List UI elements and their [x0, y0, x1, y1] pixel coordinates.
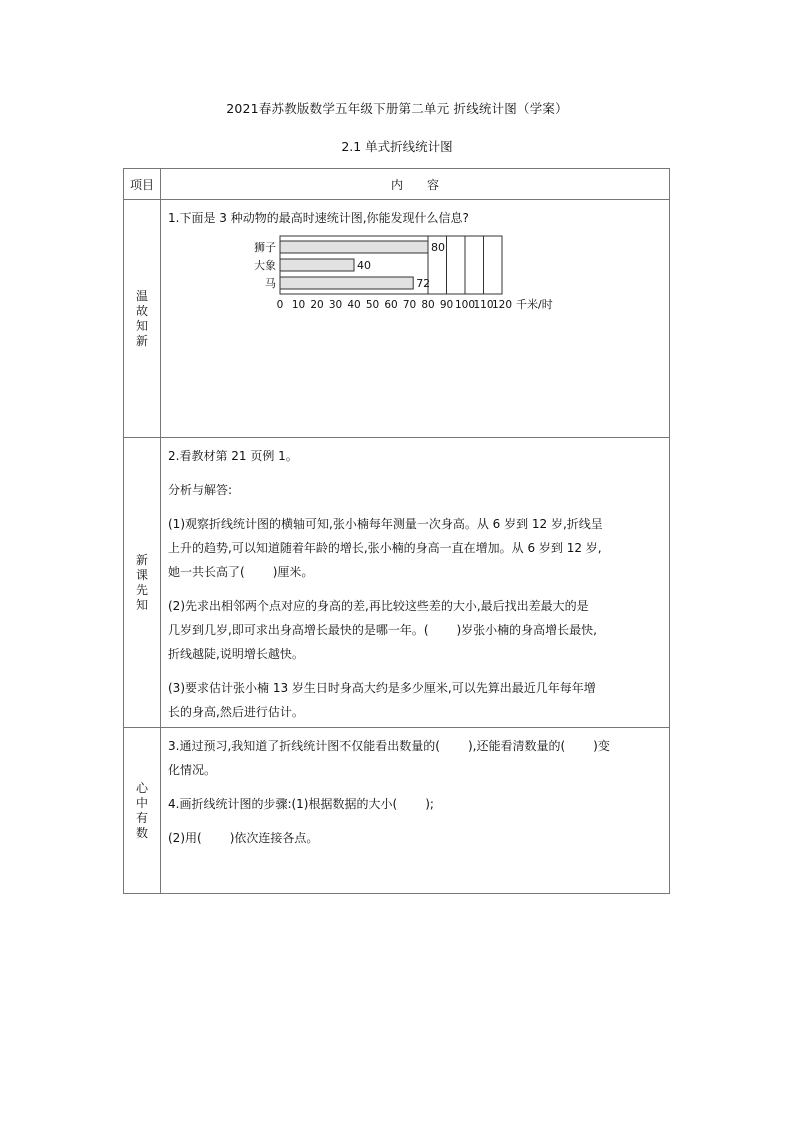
x-tick-label: 20	[310, 299, 324, 311]
x-tick-label: 120	[491, 299, 513, 311]
section-row-review	[124, 200, 670, 438]
bar-1	[280, 259, 354, 271]
x-tick-label: 70	[402, 299, 417, 311]
analysis-heading: 分析与解答:	[168, 483, 233, 497]
x-tick-label: 60	[384, 299, 398, 311]
worksheet-table	[123, 168, 670, 894]
question-1-text: 1.下面是 3 种动物的最高时速统计图,你能发现什么信息?	[168, 211, 469, 225]
x-tick-label: 110	[473, 299, 494, 311]
section-content-summary	[161, 728, 670, 894]
section-content-review	[161, 200, 670, 438]
x-tick-label: 10	[291, 299, 306, 311]
page-subtitle: 2.1 单式折线统计图	[341, 139, 453, 154]
question-3-text: 3.通过预习,我知道了折线统计图不仅能看出数量的( ),还能看清数量的( )变 化情况。	[168, 739, 610, 777]
section-label-review: 温故知新	[124, 200, 161, 438]
question-4-text: 4.画折线统计图的步骤:(1)根据数据的大小( );	[168, 797, 434, 811]
x-tick-label: 100	[454, 299, 476, 311]
category-label: 大象	[254, 259, 276, 272]
data-label: 72	[416, 277, 431, 290]
page-title: 2021春苏教版数学五年级下册第二单元 折线统计图（学案）	[226, 101, 568, 116]
data-label: 80	[431, 241, 445, 254]
analysis-paragraph-1: (1)观察折线统计图的横轴可知,张小楠每年测量一次身高。从 6 岁到 12 岁,折线呈 上升的趋势,可以知道随着年龄的增长,张小楠的身高一直在增加。从 6 岁到 12 岁, 她一共长高了( )厘米。	[168, 517, 603, 579]
section-row-summary	[124, 728, 670, 894]
col-header-item: 项目	[124, 169, 161, 200]
bar-0	[280, 241, 428, 253]
section-label-preview: 新课先知	[124, 438, 161, 728]
x-tick-label: 40	[347, 299, 361, 311]
question-2-text: 2.看教材第 21 页例 1。	[168, 449, 298, 463]
col-header-content: 内 容	[161, 169, 670, 200]
x-unit-label: 千米/时	[516, 298, 553, 311]
analysis-paragraph-3: (3)要求估计张小楠 13 岁生日时身高大约是多少厘米,可以先算出最近几年每年增 长的身高,然后进行估计。	[168, 681, 596, 719]
section-row-preview	[124, 438, 670, 728]
category-label: 狮子	[254, 241, 276, 254]
section-content-preview	[161, 438, 670, 728]
x-tick-label: 90	[439, 299, 454, 311]
bar-2	[280, 277, 413, 289]
x-tick-label: 80	[421, 299, 435, 311]
table-header-row	[124, 169, 670, 200]
x-tick-label: 50	[365, 299, 380, 311]
section-label-summary: 心中有数	[124, 728, 161, 894]
x-tick-label: 30	[328, 299, 343, 311]
animal-speed-chart	[252, 234, 672, 318]
data-label: 40	[357, 259, 371, 272]
x-tick-label: 0	[276, 299, 284, 311]
category-label: 马	[265, 277, 276, 290]
question-4-step-2: (2)用( )依次连接各点。	[168, 831, 319, 845]
analysis-paragraph-2: (2)先求出相邻两个点对应的身高的差,再比较这些差的大小,最后找出差最大的是 几岁到几岁,即可求出身高增长最快的是哪一年。( )岁张小楠的身高增长最快, 折线越陡,说明增长越快。	[168, 599, 597, 661]
